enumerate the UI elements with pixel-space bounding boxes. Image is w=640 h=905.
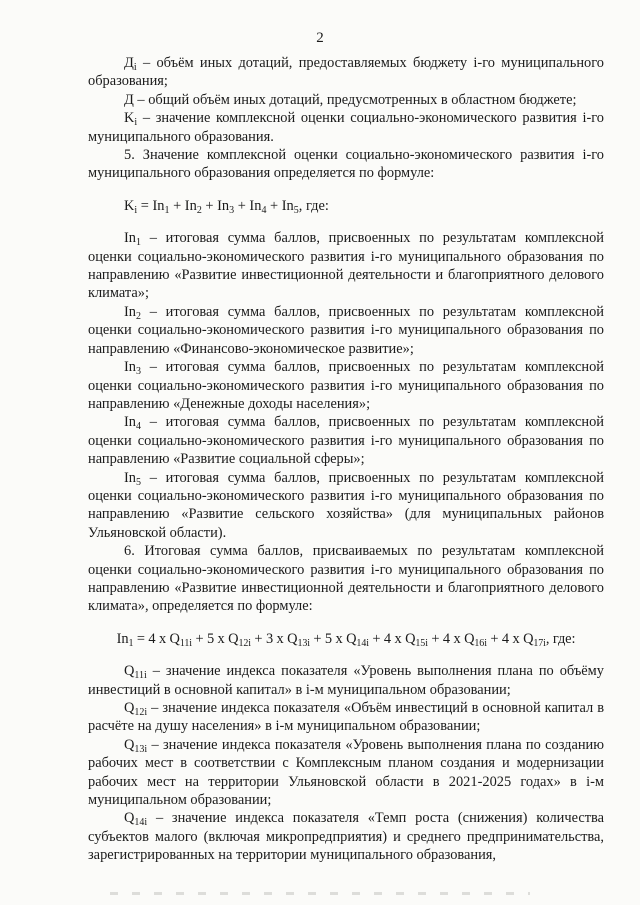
paragraph-d-total: Д – общий объём иных дотаций, предусмотренных в областном бюджете;: [124, 91, 577, 108]
paragraph-k-i: $K_i$ – значение комплексной оценки социально-экономического развития i-го муниципального образования.: [88, 110, 604, 145]
scan-artifact: [110, 892, 530, 895]
paragraph-q-11i: $Q_{11i}$ – значение индекса показателя «Уровень выполнения плана по объёму инвестиций в основной капитал» в i-м муниципальном образовании;: [88, 663, 604, 698]
paragraph-q-12i: $Q_{12i}$ – значение индекса показателя «Объём инвестиций в основной капитал в расчёте на душу населения» в i-м муниципальном образовании;: [88, 700, 604, 735]
paragraph-q-13i: $Q_{13i}$ – значение индекса показателя «Уровень выполнения плана по созданию рабочих мест в соответствии с Комплексным планом создания и модернизации рабочих мест на территории Ульяновской области в 2021-2025 годах» в i-м муниципальном образовании;: [88, 736, 604, 809]
formula-k-i: $K_i = In_1 + In_2 + In_3 + In_4 + In_5$, где:: [124, 197, 329, 216]
paragraph-in-3: $In_3$ – итоговая сумма баллов, присвоенных по результатам комплексной оценки социально-экономического развития i-го муниципального образования по направлению «Денежные доходы населения»;: [88, 359, 604, 412]
paragraph-in-4: $In_4$ – итоговая сумма баллов, присвоенных по результатам комплексной оценки социально-экономического развития i-го муниципального образования по направлению «Развитие социальной сферы»;: [88, 414, 604, 468]
paragraph-q-14i: $Q_{14i}$ – значение индекса показателя «Темп роста (снижения) количества субъектов малого (включая микропредприятия) и среднего предпринимательства, зарегистрированных на территории муниципального образования,: [88, 810, 604, 864]
document-body: [88, 54, 604, 865]
paragraph-d-i: $Д_i$ – объём иных дотаций, предоставляемых бюджету i-го муниципального образования;: [88, 55, 604, 90]
paragraph-in-2: $In_2$ – итоговая сумма баллов, присвоенных по результатам комплексной оценки социально-экономического развития i-го муниципального образования по направлению «Финансово-экономическое развитие»;: [88, 303, 604, 357]
formula-in-1: $In_1 = 4$ x $Q_{11i} + 5$ x $Q_{12i} + 3$ x $Q_{13i} + 5$ x $Q_{14i} + 4$ x $Q_{15i} + 4$ x $Q_{16i} + 4$ x $Q_{17i}$, где:: [116, 630, 576, 649]
paragraph-in-1: $In_1$ – итоговая сумма баллов, присвоенных по результатам комплексной оценки социально-экономического развития i-го муниципального образования по направлению «Развитие инвестиционной деятельности и благоприятного делового климата»;: [88, 230, 604, 302]
paragraph-item-5: 5. Значение комплексной оценки социально-экономического развития i-го муниципального образования определяется по формуле:: [88, 147, 604, 182]
page-number: 2: [316, 30, 324, 46]
paragraph-item-6: 6. Итоговая сумма баллов, присваиваемых по результатам комплексной оценки социально-экономического развития i-го муниципального образования по направлению «Развитие инвестиционной деятельности и благоприятного делового климата», определяется по формуле:: [88, 543, 604, 615]
paragraph-in-5: $In_5$ – итоговая сумма баллов, присвоенных по результатам комплексной оценки социально-экономического развития i-го муниципального образования по направлению «Развитие сельского хозяйства» (для муниципальных районов Ульяновской области).: [88, 469, 604, 541]
